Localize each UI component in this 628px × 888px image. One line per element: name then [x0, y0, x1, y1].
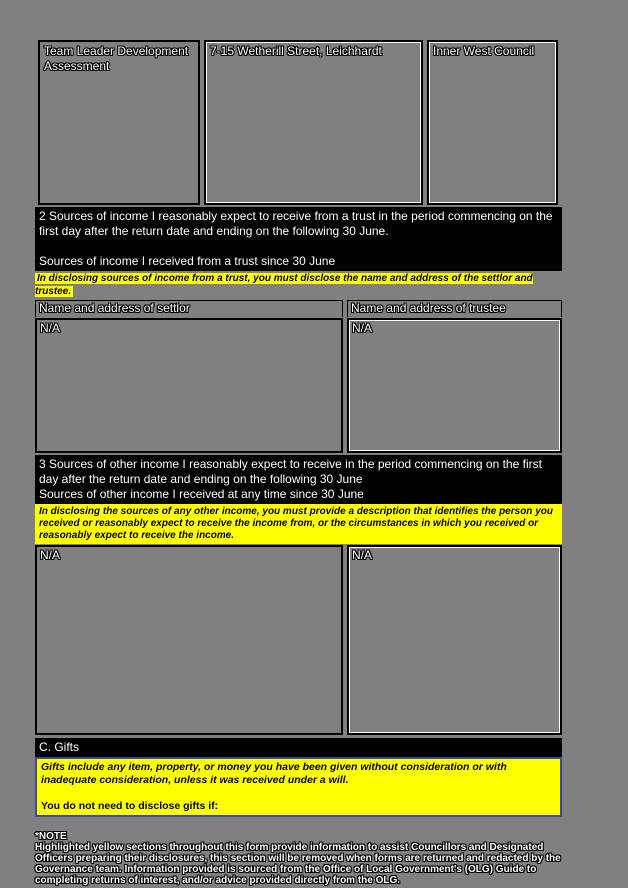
- section2-heading-bar: [35, 207, 562, 271]
- section2-guidance-strip: [35, 271, 562, 299]
- trustee-column-header: Name and address of trustee: [347, 300, 562, 317]
- gifts-guidance-box: [35, 757, 562, 817]
- position-field[interactable]: Team Leader Development Assessment: [38, 40, 200, 205]
- section3-heading-bar: [35, 455, 562, 504]
- gifts-heading: C. Gifts: [39, 740, 80, 754]
- footnote-heading: *NOTE: [35, 831, 67, 842]
- section3-values: [35, 545, 562, 735]
- address-field[interactable]: 7-15 Wetherill Street, Leichhardt: [204, 40, 423, 205]
- gifts-heading-bar: [35, 738, 562, 757]
- footnote-body: Highlighted yellow sections throughout this form provide information to assist Councillors and Designated Officers preparing their disclosures, this section will be removed when forms are returned and redacted by the Governance team. Information provided is sourced from the Office of Local Government's (OLG) Guide to completing returns of interest, and/or advice provided directly from the OLG.: [35, 842, 561, 886]
- settlor-column-header: Name and address of settlor: [35, 300, 343, 317]
- council-field[interactable]: Inner West Council: [427, 40, 558, 205]
- gifts-guidance-plain: You do not need to disclose gifts if:: [41, 800, 219, 812]
- disclosure-form-page: [35, 40, 562, 886]
- footnote: [35, 831, 562, 886]
- other-income-right-field[interactable]: N/A: [347, 545, 562, 735]
- section2-values: [35, 318, 562, 453]
- form-header-row: [38, 40, 562, 205]
- section3-guidance-box: In disclosing the sources of any other income, you must provide a description that identifies the person you received or reasonably expect to receive the income from, or the circumstances in which you received or reasonably expect to receive the income.: [35, 504, 562, 544]
- section2-heading-line2: Sources of income I received from a trust since 30 June: [39, 254, 336, 268]
- section2-heading-line1: 2 Sources of income I reasonably expect to receive from a trust in the period commencing on the first day after the return date and ending on the following 30 June.: [39, 209, 553, 238]
- section3-heading-line2: Sources of other income I received at any time since 30 June: [39, 487, 364, 501]
- section2-column-headers: [35, 300, 562, 317]
- section2-guidance-text: In disclosing sources of income from a trust, you must disclose the name and address of the settlor and trustee.: [35, 273, 533, 297]
- trustee-value-field[interactable]: N/A: [347, 318, 562, 453]
- gifts-guidance-italic: Gifts include any item, property, or money you have been given without consideration or with inadequate consideration, unless it was received under a will.: [41, 761, 507, 786]
- settlor-value-field[interactable]: N/A: [35, 318, 343, 453]
- section3-heading-line1: 3 Sources of other income I reasonably expect to receive in the period commencing on the first day after the return date and ending on the following 30 June: [39, 457, 542, 486]
- other-income-left-field[interactable]: N/A: [35, 545, 343, 735]
